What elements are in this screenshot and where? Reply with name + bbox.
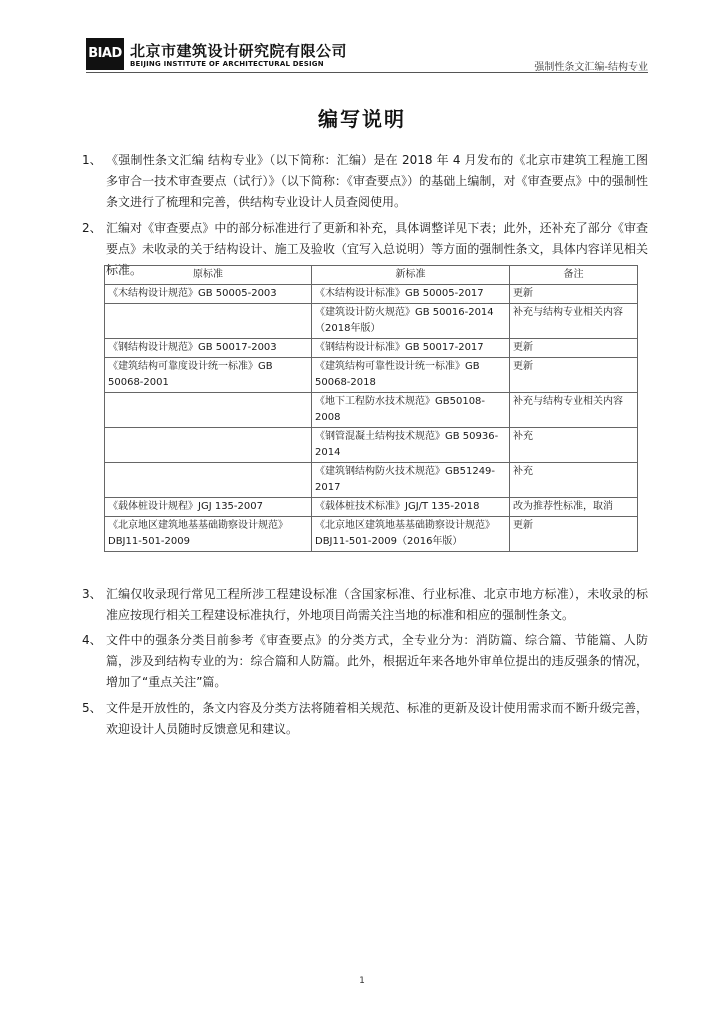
- table-cell: 《木结构设计规范》GB 50005-2003: [105, 285, 312, 304]
- table-row: [105, 498, 638, 517]
- page-title: 编写说明: [318, 107, 406, 131]
- table-row: [105, 463, 638, 498]
- table-cell: [105, 463, 312, 498]
- paragraph-text: 文件中的强条分类目前参考《审查要点》的分类方式，全专业分为：消防篇、综合篇、节能篇、人防篇，涉及到结构专业的为：综合篇和人防篇。此外，根据近年来各地外审单位提出的违反强条的情况，增加了“重点关注”篇。: [106, 633, 648, 689]
- table-cell: 《钢管混凝土结构技术规范》GB 50936-2014: [312, 428, 510, 463]
- table-row: [105, 285, 638, 304]
- table-cell: 更新: [510, 285, 638, 304]
- page-number: 1: [359, 976, 365, 986]
- table-cell: 《北京地区建筑地基基础勘察设计规范》DBJ11-501-2009（2016年版）: [312, 517, 510, 552]
- table-cell: [105, 304, 312, 339]
- table-cell: [105, 428, 312, 463]
- paragraph-text: 文件是开放性的，条文内容及分类方法将随着相关规范、标准的更新及设计使用需求而不断升级完善，欢迎设计人员随时反馈意见和建议。: [106, 701, 648, 736]
- standards-update-table: [104, 265, 638, 552]
- paragraph-5: [82, 698, 648, 740]
- table-cell: 补充: [510, 463, 638, 498]
- table-row: [105, 304, 638, 339]
- paragraph-number: 3、: [82, 587, 102, 601]
- table-cell: 补充与结构专业相关内容: [510, 304, 638, 339]
- document-name: 强制性条文汇编-结构专业: [534, 62, 648, 73]
- table-row: [105, 517, 638, 552]
- paragraph-text: 《强制性条文汇编 结构专业》（以下简称：汇编）是在 2018 年 4 月发布的《北京市建筑工程施工图多审合一技术审查要点（试行）》（以下简称：《审查要点》）的基础上编制，对《审查要点》中的强制性条文进行了梳理和完善，供结构专业设计人员查阅使用。: [106, 153, 648, 209]
- paragraph-number: 1、: [82, 153, 102, 167]
- table-cell: [105, 393, 312, 428]
- table-cell: 补充与结构专业相关内容: [510, 393, 638, 428]
- table-cell: 《地下工程防水技术规范》GB50108-2008: [312, 393, 510, 428]
- table-cell: 《钢结构设计标准》GB 50017-2017: [312, 339, 510, 358]
- organization-name-cn: 北京市建筑设计研究院有限公司: [130, 42, 348, 60]
- table-cell: 《钢结构设计规范》GB 50017-2003: [105, 339, 312, 358]
- header-divider: [86, 72, 648, 73]
- table-cell: 《建筑结构可靠性设计统一标准》GB 50068-2018: [312, 358, 510, 393]
- table-cell: 《载体桩设计规程》JGJ 135-2007: [105, 498, 312, 517]
- paragraph-3: [82, 584, 648, 626]
- table-cell: 更新: [510, 339, 638, 358]
- table-cell: 更新: [510, 517, 638, 552]
- column-header-original: 原标准: [105, 266, 312, 285]
- table-cell: 《建筑结构可靠度设计统一标准》GB 50068-2001: [105, 358, 312, 393]
- paragraph-number: 5、: [82, 701, 102, 715]
- table-cell: 补充: [510, 428, 638, 463]
- table-cell: 《北京地区建筑地基基础勘察设计规范》DBJ11-501-2009: [105, 517, 312, 552]
- table-row: [105, 428, 638, 463]
- paragraph-text: 汇编对《审查要点》中的部分标准进行了更新和补充，具体调整详见下表；此外，还补充了部分《审查要点》未收录的关于结构设计、施工及验收（宜写入总说明）等方面的强制性条文，具体内容详见相关标准。: [106, 221, 648, 277]
- paragraph-1: [82, 150, 648, 213]
- paragraph-text: 汇编仅收录现行常见工程所涉工程建设标准（含国家标准、行业标准、北京市地方标准），未收录的标准应按现行相关工程建设标准执行，外地项目尚需关注当地的标准和相应的强制性条文。: [106, 587, 648, 622]
- table-cell: 《载体桩技术标准》JGJ/T 135-2018: [312, 498, 510, 517]
- column-header-new: 新标准: [312, 266, 510, 285]
- table-row: [105, 393, 638, 428]
- table-cell: 《建筑钢结构防火技术规范》GB51249-2017: [312, 463, 510, 498]
- paragraph-4: [82, 630, 648, 693]
- table-cell: 《木结构设计标准》GB 50005-2017: [312, 285, 510, 304]
- table-cell: 《建筑设计防火规范》GB 50016-2014（2018年版）: [312, 304, 510, 339]
- biad-logo: BIAD: [86, 38, 124, 70]
- table-cell: 更新: [510, 358, 638, 393]
- paragraph-number: 4、: [82, 633, 102, 647]
- table-header-row: [105, 266, 638, 285]
- table-row: [105, 358, 638, 393]
- table-cell: 改为推荐性标准，取消: [510, 498, 638, 517]
- organization-name-en: BEIJING INSTITUTE OF ARCHITECTURAL DESIGN: [130, 60, 324, 68]
- table-row: [105, 339, 638, 358]
- paragraph-number: 2、: [82, 221, 102, 235]
- column-header-remarks: 备注: [510, 266, 638, 285]
